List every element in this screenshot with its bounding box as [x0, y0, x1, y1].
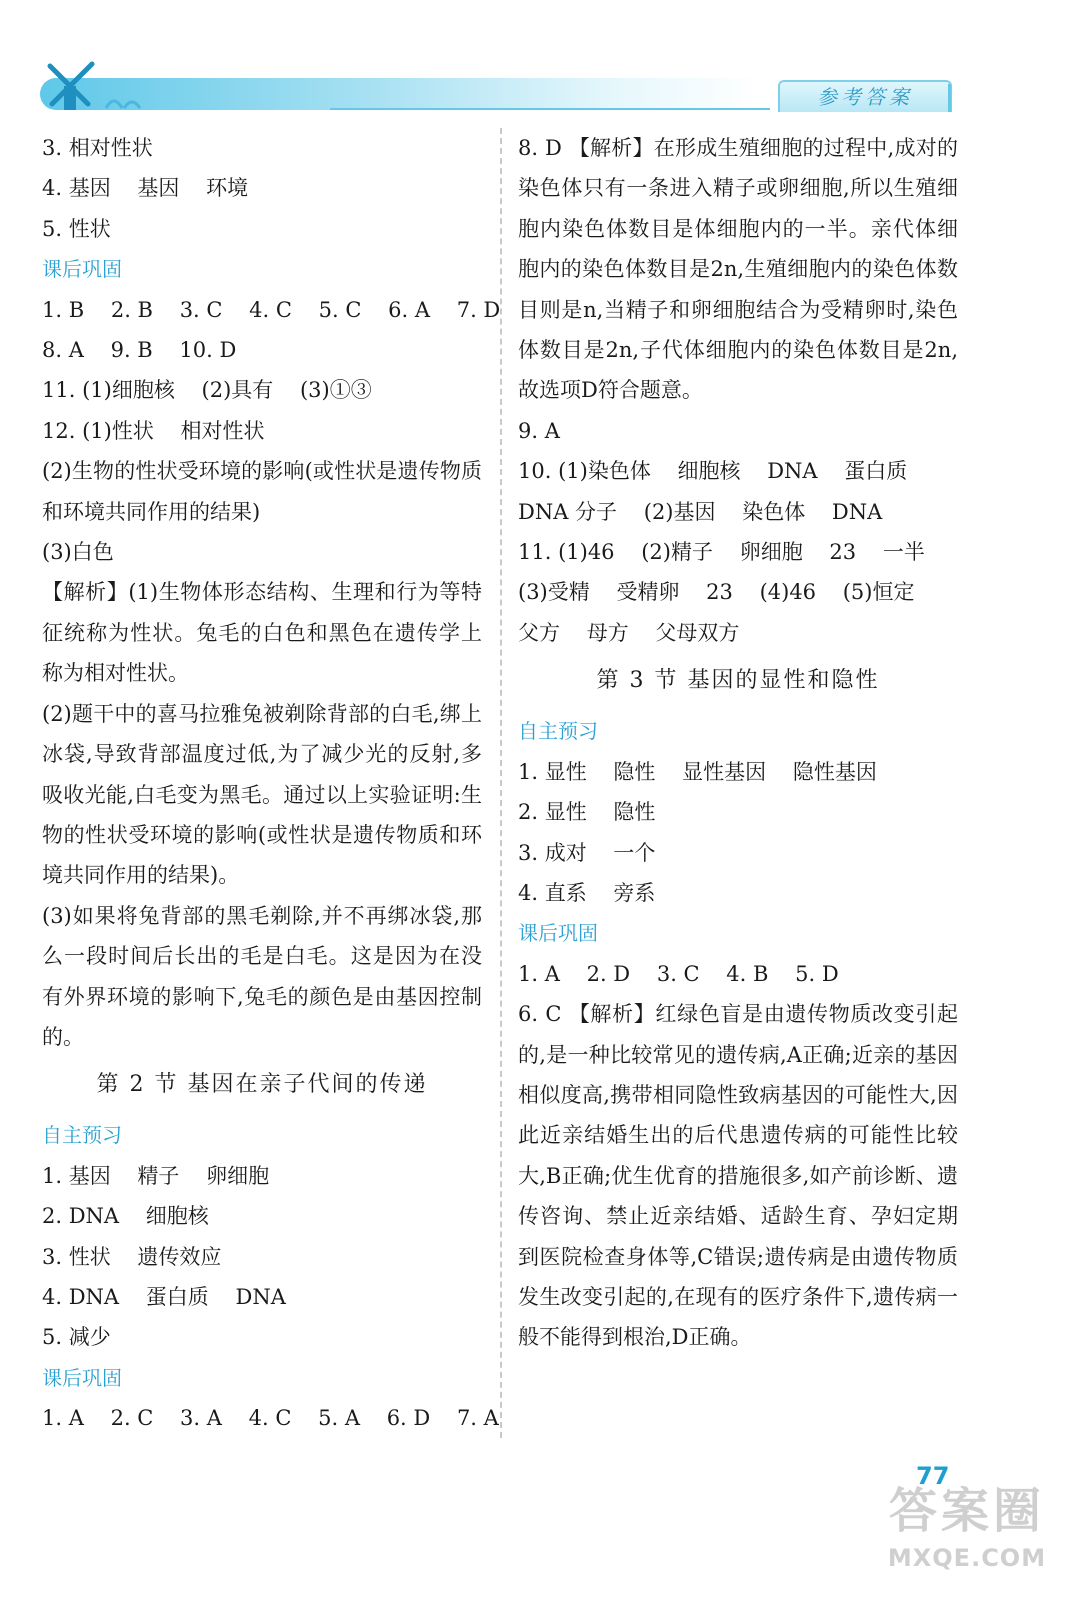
answer-line: 8. A 9. B 10. D — [42, 338, 237, 363]
answer-line: (3)白色 — [42, 540, 114, 565]
answer-line: 1. A 2. C 3. A 4. C 5. A 6. D 7. A — [42, 1406, 499, 1431]
section-label: 课后巩固 — [42, 1365, 122, 1390]
watermark-site: MXQE.COM — [887, 1544, 1047, 1572]
answer-line: 1. A 2. D 3. C 4. B 5. D — [518, 961, 839, 986]
page-number: 77 — [916, 1462, 950, 1490]
right-column — [518, 128, 958, 1358]
answer-line: 4. 基因 基因 环境 — [42, 176, 249, 201]
watermark — [872, 1480, 1062, 1592]
page-header — [0, 0, 1070, 118]
answer-line: 4. 直系 旁系 — [518, 880, 656, 905]
answer-line: DNA 分子 (2)基因 染色体 DNA — [518, 499, 883, 524]
answer-line: 1. B 2. B 3. C 4. C 5. C 6. A 7. D — [42, 297, 501, 322]
header-tab-edge — [948, 84, 951, 112]
column-divider — [500, 128, 502, 1438]
section-label: 课后巩固 — [518, 921, 598, 946]
answer-line: 1. 基因 精子 卵细胞 — [42, 1163, 270, 1188]
windmill-logo-icon — [36, 56, 156, 112]
answer-paragraph: (3)如果将兔背部的黑毛剃除,并不再绑冰袋,那么一段时间后长出的毛是白毛。这是因为在没有外界环境的影响下,兔毛的颜色是由基因控制的。 — [42, 903, 482, 1049]
answer-paragraph: (2)题干中的喜马拉雅兔被剃除背部的白毛,绑上冰袋,导致背部温度过低,为了减少光的反射,多吸收光能,白毛变为黑毛。通过以上实验证明:生物的性状受环境的影响(或性状是遗传物质和环境共同作用的结果)。 — [42, 701, 482, 888]
header-tab: 参考答案 — [778, 80, 952, 112]
answer-line: 2. DNA 细胞核 — [42, 1204, 209, 1229]
answer-line: 3. 相对性状 — [42, 136, 153, 160]
left-column — [42, 128, 501, 1439]
answer-line: 11. (1)46 (2)精子 卵细胞 23 一半 — [518, 540, 925, 565]
watermark-main: 答案圈 — [888, 1483, 1045, 1539]
answer-line: 5. 性状 — [42, 216, 111, 241]
answer-line: 4. DNA 蛋白质 DNA — [42, 1284, 286, 1309]
section-label: 自主预习 — [42, 1123, 122, 1148]
answer-paragraph: 8. D 【解析】在形成生殖细胞的过程中,成对的染色体只有一条进入精子或卵细胞,所以生殖细胞内染色体数目是体细胞内的一半。亲代体细胞内的染色体数目是2n,生殖细胞内的染色体数目则是n,当精子和卵细胞结合为受精卵时,染色体数目是2n,子代体细胞内的染色体数目是2n,故选项D符合题意。 — [518, 136, 958, 403]
answer-line: 3. 成对 一个 — [518, 840, 656, 865]
answer-line: 11. (1)细胞核 (2)具有 (3)①③ — [42, 378, 372, 403]
section-label: 自主预习 — [518, 719, 598, 744]
answer-paragraph: (2)生物的性状受环境的影响(或性状是遗传物质和环境共同作用的结果) — [42, 459, 482, 524]
section-title: 第 2 节 基因在亲子代间的传递 — [96, 1072, 428, 1098]
answer-line: 3. 性状 遗传效应 — [42, 1244, 222, 1269]
answer-line: 9. A — [518, 418, 560, 443]
answer-line: 2. 显性 隐性 — [518, 800, 656, 825]
answer-paragraph: 【解析】(1)生物体形态结构、生理和行为等特征统称为性状。兔毛的白色和黑色在遗传学上称为相对性状。 — [42, 580, 482, 686]
answer-line: (3)受精 受精卵 23 (4)46 (5)恒定 — [518, 580, 915, 605]
answer-line: 1. 显性 隐性 显性基因 隐性基因 — [518, 759, 877, 784]
section-label: 课后巩固 — [42, 257, 122, 282]
answer-paragraph: 6. C 【解析】红绿色盲是由遗传物质改变引起的,是一种比较常见的遗传病,A正确;近亲的基因相似度高,携带相同隐性致病基因的可能性大,因此近亲结婚生出的后代患遗传病的可能性比较大,B正确;优生优育的措施很多,如产前诊断、遗传咨询、禁止近亲结婚、适龄生育、孕妇定期到医院检查身体等,C错误;遗传病是由遗传物质发生改变引起的,在现有的医疗条件下,遗传病一般不能得到根治,D正确。 — [518, 1002, 958, 1350]
answer-line: 5. 减少 — [42, 1325, 111, 1350]
header-rule — [330, 108, 770, 110]
answer-line: 12. (1)性状 相对性状 — [42, 418, 265, 443]
answer-line: 10. (1)染色体 细胞核 DNA 蛋白质 — [518, 459, 908, 484]
answer-line: 父方 母方 父母双方 — [518, 620, 740, 645]
section-title: 第 3 节 基因的显性和隐性 — [596, 668, 880, 694]
